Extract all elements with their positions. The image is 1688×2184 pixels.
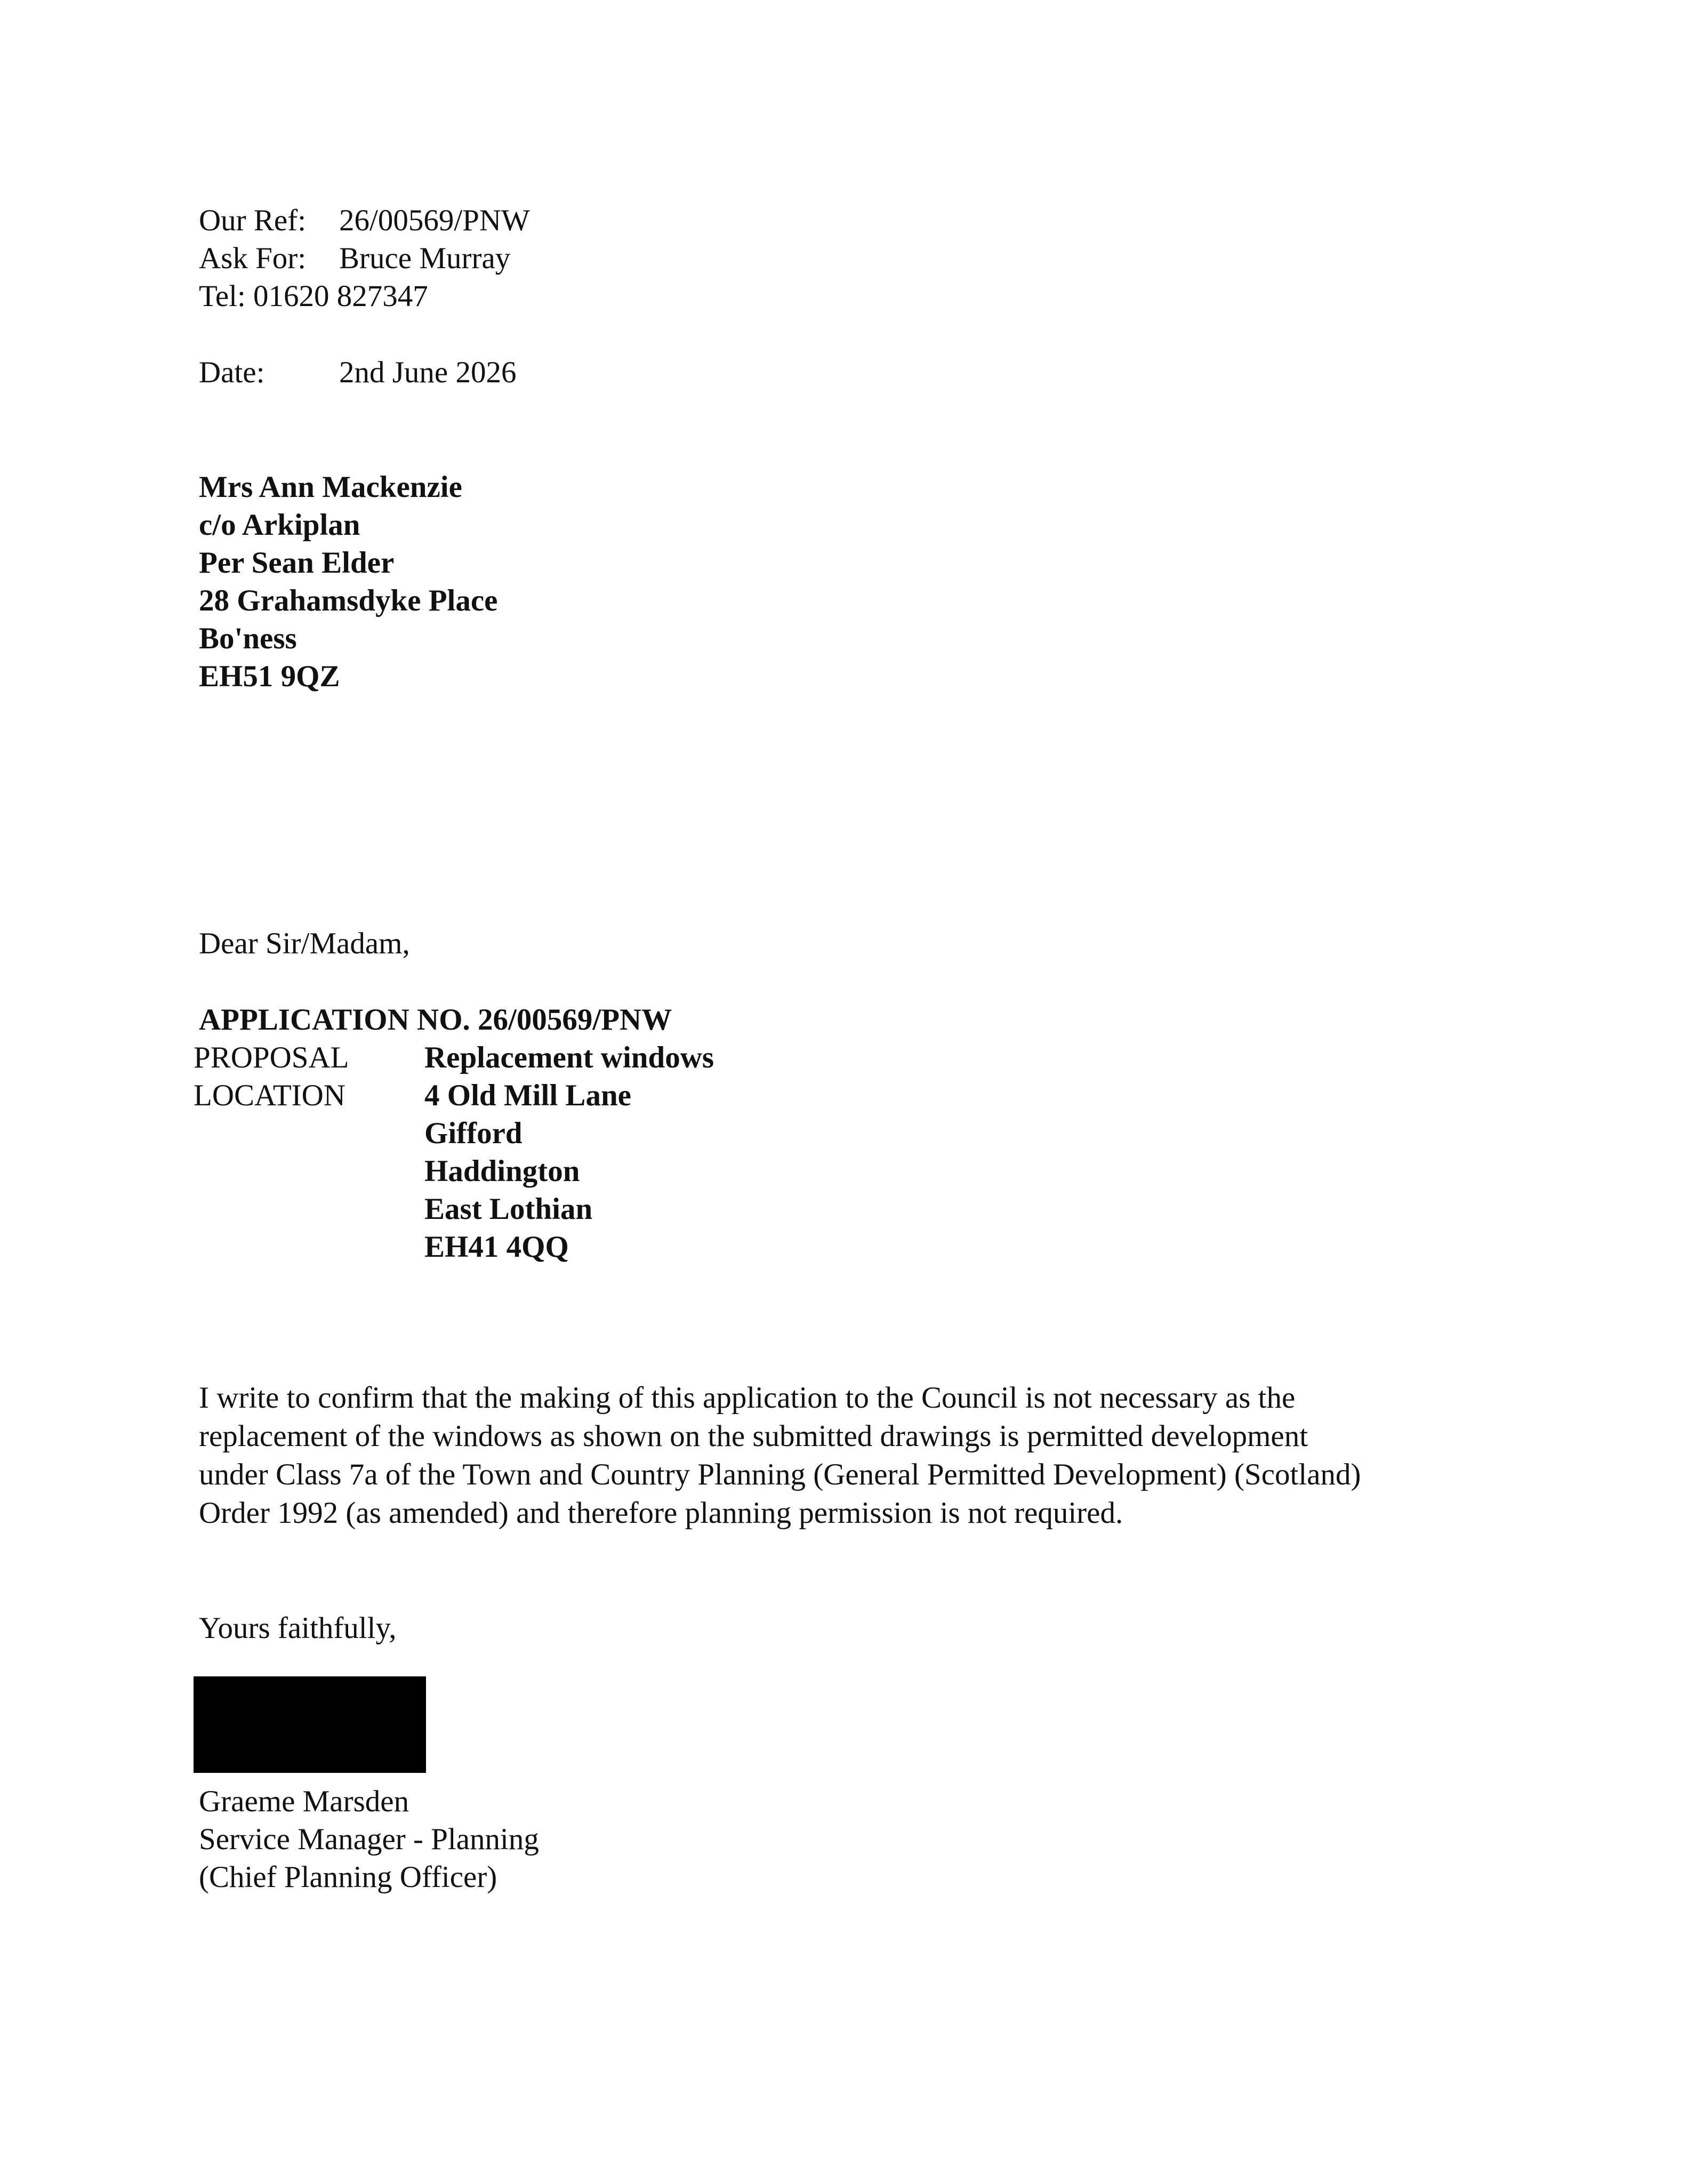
recipient-line: 28 Grahamsdyke Place xyxy=(199,584,498,617)
signatory-role: (Chief Planning Officer) xyxy=(199,1860,497,1894)
signatory-name: Graeme Marsden xyxy=(199,1785,409,1818)
our-ref-value: 26/00569/PNW xyxy=(339,204,530,237)
location-line: East Lothian xyxy=(424,1192,593,1226)
body-line: under Class 7a of the Town and Country Planning (General Permitted Development) (Scotland) xyxy=(199,1458,1361,1491)
our-ref-label: Our Ref: xyxy=(199,204,307,237)
location-line: 4 Old Mill Lane xyxy=(424,1079,631,1112)
body-line: I write to confirm that the making of this application to the Council is not necessary as the xyxy=(199,1381,1296,1415)
telephone: Tel: 01620 827347 xyxy=(199,279,428,313)
application-heading: APPLICATION NO. 26/00569/PNW xyxy=(199,1003,672,1037)
redacted-signature xyxy=(194,1676,426,1773)
closing: Yours faithfully, xyxy=(199,1611,397,1645)
salutation: Dear Sir/Madam, xyxy=(199,927,410,960)
ask-for-label: Ask For: xyxy=(199,242,307,275)
location-line: Gifford xyxy=(424,1117,523,1150)
recipient-line: EH51 9QZ xyxy=(199,660,340,693)
proposal-value: Replacement windows xyxy=(424,1041,714,1074)
body-line: Order 1992 (as amended) and therefore planning permission is not required. xyxy=(199,1496,1123,1530)
date-value: 2nd June 2026 xyxy=(339,356,517,389)
body-line: replacement of the windows as shown on the submitted drawings is permitted development xyxy=(199,1419,1308,1453)
recipient-line: Bo'ness xyxy=(199,622,297,655)
location-line: EH41 4QQ xyxy=(424,1230,569,1264)
location-label: LOCATION xyxy=(194,1079,345,1112)
recipient-line: Per Sean Elder xyxy=(199,546,395,580)
signatory-title: Service Manager - Planning xyxy=(199,1822,539,1856)
proposal-label: PROPOSAL xyxy=(194,1041,349,1074)
location-line: Haddington xyxy=(424,1154,580,1188)
recipient-line: Mrs Ann Mackenzie xyxy=(199,470,462,504)
recipient-line: c/o Arkiplan xyxy=(199,508,360,542)
date-label: Date: xyxy=(199,356,265,389)
body-paragraph xyxy=(199,1379,1478,1532)
ask-for-value: Bruce Murray xyxy=(339,242,511,275)
